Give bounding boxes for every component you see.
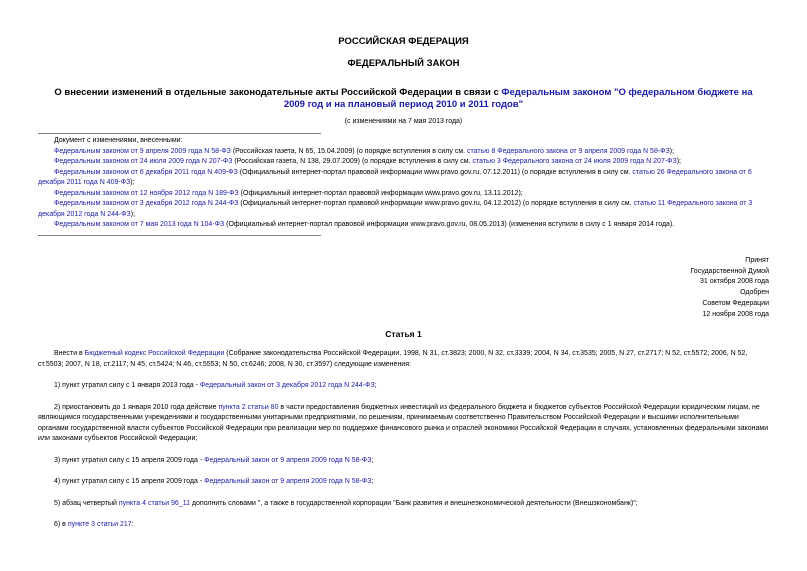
law-type-heading: ФЕДЕРАЛЬНЫЙ ЗАКОН	[347, 58, 460, 69]
amendment-text: (Российская газета, N 138, 29.07.2009) (о порядке вступления в силу см.	[232, 158, 473, 165]
amendment-article-link[interactable]: статью 3 Федерального закона от 24 июля 2009 года N 207-ФЗ	[472, 158, 677, 165]
clause-6-link[interactable]: пункте 3 статьи 217	[67, 521, 132, 528]
clause-5-link[interactable]: пункта 4 статьи 96_11	[118, 499, 190, 507]
clause-6: 6) в пункте 3 статьи 217:	[54, 521, 134, 528]
approved-date: 12 ноября 2008 года	[702, 310, 769, 318]
budget-code-link[interactable]: Бюджетный кодекс Российской Федерации	[84, 350, 225, 357]
amendment-text: (Официальный интернет-портал правовой информации www.pravo.gov.ru, 13.11.2012);	[238, 189, 523, 197]
amendment-item	[38, 168, 774, 189]
clause-1-link[interactable]: Федеральный закон от 3 декабря 2012 года N 244-ФЗ	[199, 382, 375, 389]
adoption-block	[569, 256, 769, 320]
clause-3: 3) пункт утратил силу с 15 апреля 2009 года - Федеральный закон от 9 апреля 2009 года N 58-ФЗ;	[54, 456, 374, 464]
law-title	[45, 87, 762, 111]
clause-1: 1) пункт утратил силу с 1 января 2013 года - Федеральный закон от 3 декабря 2012 года N 244-ФЗ;	[54, 382, 377, 389]
adopted-date: 31 октября 2008 года	[700, 278, 769, 286]
amendment-item	[38, 189, 774, 200]
clause-4: 4) пункт утратил силу с 15 апреля 2009 года - Федеральный закон от 9 апреля 2009 года N 58-ФЗ;	[54, 478, 374, 485]
amendment-link[interactable]: Федеральным законом от 9 апреля 2009 года N 58-ФЗ	[54, 147, 231, 155]
divider-bottom	[38, 235, 321, 236]
amendment-text: (Официальный интернет-портал правовой информации www.pravo.gov.ru, 08.05.2013) (изменения вступили в силу с 1 января 2014 года).	[224, 221, 675, 228]
country-heading: РОССИЙСКАЯ ФЕДЕРАЦИЯ	[338, 36, 469, 47]
law-title-text: О внесении изменений в отдельные законодательные акты Российской Федерации в связи с	[54, 87, 502, 98]
clause-3-link[interactable]: Федеральный закон от 9 апреля 2009 года N 58-ФЗ	[204, 456, 372, 464]
amendment-text: (Официальный интернет-портал правовой информации www.pravo.gov.ru, 07.12.2011) (о порядке вступления в силу см.	[237, 168, 633, 176]
amendment-link[interactable]: Федеральным законом от 6 декабря 2011 года N 409-ФЗ	[54, 168, 238, 176]
clause-4-link[interactable]: Федеральный закон от 9 апреля 2009 года N 58-ФЗ	[204, 478, 372, 485]
clause-2-link[interactable]: пункта 2 статьи 80	[218, 403, 279, 411]
amendment-item	[38, 147, 774, 158]
amendment-tail: );	[676, 158, 681, 165]
amendment-item	[38, 157, 774, 168]
amendments-heading: Документ с изменениями, внесенными:	[54, 137, 183, 144]
amendment-tail: );	[130, 210, 136, 218]
amendment-item	[38, 199, 774, 220]
divider-top	[38, 133, 321, 134]
article-body	[38, 349, 770, 542]
amendment-link[interactable]: Федеральным законом от 24 июля 2009 года N 207-ФЗ	[54, 158, 233, 165]
approved-label: Одобрен	[740, 289, 769, 297]
amendment-link[interactable]: Федеральным законом от 12 ноября 2012 года N 189-ФЗ	[54, 189, 239, 197]
adopted-label: Принят	[745, 257, 769, 264]
amendment-article-link[interactable]: статью 11 Федерального закона от 3 декабря 2012 года N 244-ФЗ	[38, 200, 753, 218]
amendment-link[interactable]: Федеральным законом от 3 декабря 2012 года N 244-ФЗ	[54, 200, 239, 207]
article-intro: Внести в Бюджетный кодекс Российской Федерации (Собрание законодательства Российской Федерации, 1998, N 31, ст.3823; 2000, N 32, ст.3339; 2004, N 34, ст.3535; 2005, N 27, ст.2717; N 52, ст.5572; 2006, N 52, ст.5503; 2007, N 18, ст.2117; N 45, ст.5424; N 46, ст.5553; N 50, ст.6246; 2008, N 30, ст.3597) следующие изменения:	[38, 350, 748, 368]
article-title: Статья 1	[385, 329, 422, 339]
amendment-text: (Российская газета, N 65, 15.04.2009) (о порядке вступления в силу см.	[230, 147, 468, 155]
amendment-item	[38, 220, 774, 231]
amendment-tail: );	[669, 147, 675, 155]
amendments-list	[38, 136, 774, 231]
budget-law-link[interactable]: Федеральным законом "О федеральном бюджете на 2009 год и на плановый период 2010 и 2011 годов"	[283, 87, 753, 110]
clause-2: 2) приостановить до 1 января 2010 года действие пункта 2 статьи 80 в части предоставления бюджетных инвестиций из федерального бюджета и бюджетов субъектов Российской Федерации юридическим лицам, не являющимся государственными учреждениями и государственными унитарными предприятиями, по решениям, принимаемым соответственно Правительством Российской Федерации и высшими исполнительными органами государственной власти субъектов Российской Федерации при реализации мер по поддержке финансового рынка и отраслей экономики Российской Федерации в случаях, установленных федеральными законами или законами субъектов Российской Федерации;	[38, 403, 769, 442]
approved-by: Советом Федерации	[702, 299, 769, 307]
amendment-text: (Официальный интернет-портал правовой информации www.pravo.gov.ru, 04.12.2012) (о порядке вступления в силу см.	[238, 200, 634, 207]
adopted-by: Государственной Думой	[690, 267, 769, 275]
clause-5: 5) абзац четвертый пункта 4 статьи 96_11 дополнить словами ", а также в государственной корпорации "Банк развития и внешнеэкономической деятельности (Внешэкономбанк)";	[54, 499, 638, 507]
revision-note: (с изменениями на 7 мая 2013 года)	[344, 118, 463, 125]
amendment-tail: );	[130, 179, 135, 186]
amendment-link[interactable]: Федеральным законом от 7 мая 2013 года N 104-ФЗ	[54, 221, 225, 228]
amendment-article-link[interactable]: статью 26 Федерального закона от 6 декабря 2011 года N 409-ФЗ	[38, 168, 752, 186]
amendment-article-link[interactable]: статью 8 Федерального закона от 9 апреля 2009 года N 58-ФЗ	[467, 147, 670, 155]
